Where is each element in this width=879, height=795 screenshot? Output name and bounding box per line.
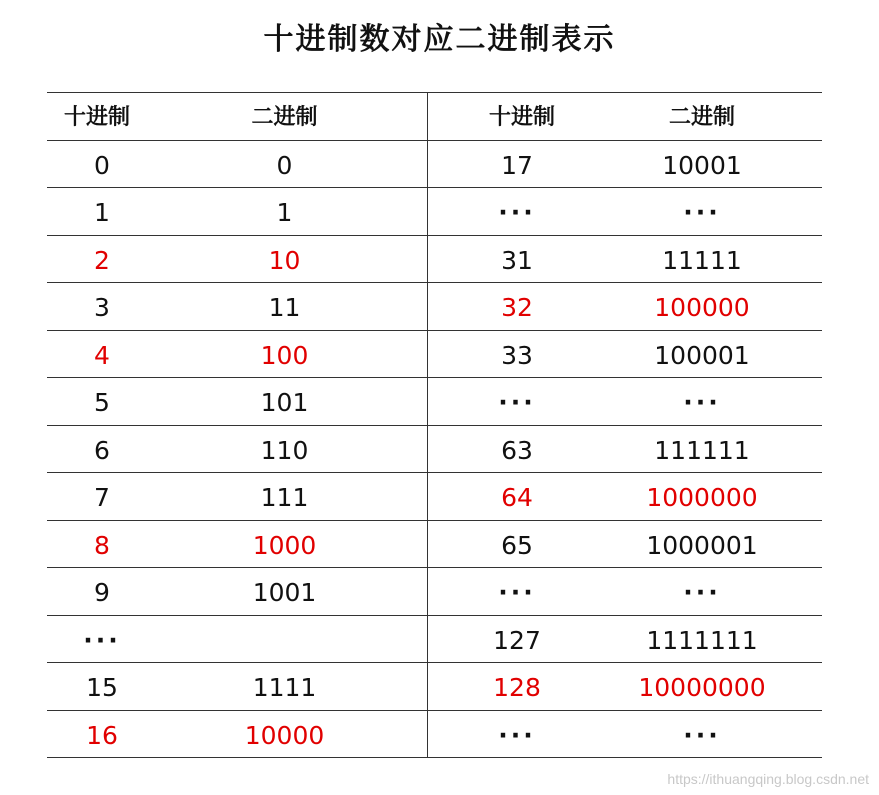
left-binary-cell: 1000 (252, 530, 317, 560)
right-decimal-cell: 32 (501, 293, 533, 322)
right-decimal-cell: ··· (498, 388, 536, 417)
left-decimal-cell: 16 (86, 720, 118, 750)
left-decimal-cell: ··· (83, 625, 121, 655)
left-decimal-cell: 6 (94, 435, 110, 465)
left-decimal-cell: 1 (94, 198, 110, 227)
header-right-binary: 二进制 (668, 105, 735, 130)
left-binary-cell: 101 (260, 388, 309, 417)
left-binary-cell: 1111 (252, 673, 317, 702)
left-decimal-cell: 5 (94, 388, 110, 417)
right-decimal-cell: 128 (493, 673, 541, 702)
left-decimal-cell: 4 (94, 340, 110, 370)
row-rule (47, 140, 822, 141)
left-binary-cell: 1 (276, 198, 293, 227)
right-decimal-cell: 64 (501, 483, 533, 512)
left-decimal-cell: 2 (94, 245, 110, 275)
left-decimal-cell: 3 (94, 293, 110, 322)
right-binary-cell: 1111111 (646, 625, 758, 655)
left-binary-cell: 0 (276, 150, 293, 180)
row-rule (47, 92, 822, 93)
left-binary-cell: 10000 (244, 720, 325, 750)
right-decimal-cell: 127 (493, 625, 541, 655)
left-binary-cell: 110 (260, 435, 309, 465)
right-binary-cell: ··· (683, 720, 721, 750)
left-decimal-cell: 7 (94, 483, 110, 512)
right-binary-cell: ··· (683, 388, 721, 417)
watermark: https://ithuangqing.blog.csdn.net (667, 771, 869, 787)
right-binary-cell: 11111 (662, 245, 742, 275)
left-binary-cell: 111 (260, 483, 309, 512)
left-binary-cell: 10 (268, 245, 301, 275)
right-binary-cell: 10001 (662, 150, 742, 180)
left-decimal-cell: 15 (86, 673, 118, 702)
right-binary-cell: 100001 (654, 340, 750, 370)
conversion-table (47, 92, 822, 758)
right-binary-cell: 1000001 (646, 530, 758, 560)
header-left-binary: 二进制 (251, 105, 318, 130)
header-left-decimal: 十进制 (63, 105, 130, 130)
right-binary-cell: 111111 (654, 435, 750, 465)
right-decimal-cell: ··· (498, 720, 536, 750)
right-decimal-cell: 33 (501, 340, 533, 370)
right-decimal-cell: 17 (501, 150, 533, 180)
left-decimal-cell: 9 (94, 578, 110, 607)
right-decimal-cell: 65 (501, 530, 533, 560)
right-decimal-cell: 31 (501, 245, 533, 275)
left-binary-cell: 11 (268, 293, 301, 322)
left-binary-cell: 1001 (252, 578, 317, 607)
right-binary-cell: ··· (683, 198, 721, 227)
left-binary-cell: 100 (260, 340, 309, 370)
table-title: 十进制数对应二进制表示 (263, 22, 616, 57)
right-binary-cell: 100000 (654, 293, 750, 322)
right-binary-cell: ··· (683, 578, 721, 607)
right-decimal-cell: ··· (498, 578, 536, 607)
right-decimal-cell: ··· (498, 198, 536, 227)
right-binary-cell: 10000000 (638, 673, 766, 702)
right-binary-cell: 1000000 (646, 483, 758, 512)
header-right-decimal: 十进制 (488, 105, 555, 130)
left-decimal-cell: 8 (94, 530, 110, 560)
left-binary-cell (197, 617, 372, 664)
right-decimal-cell: 63 (501, 435, 533, 465)
left-decimal-cell: 0 (94, 150, 110, 180)
